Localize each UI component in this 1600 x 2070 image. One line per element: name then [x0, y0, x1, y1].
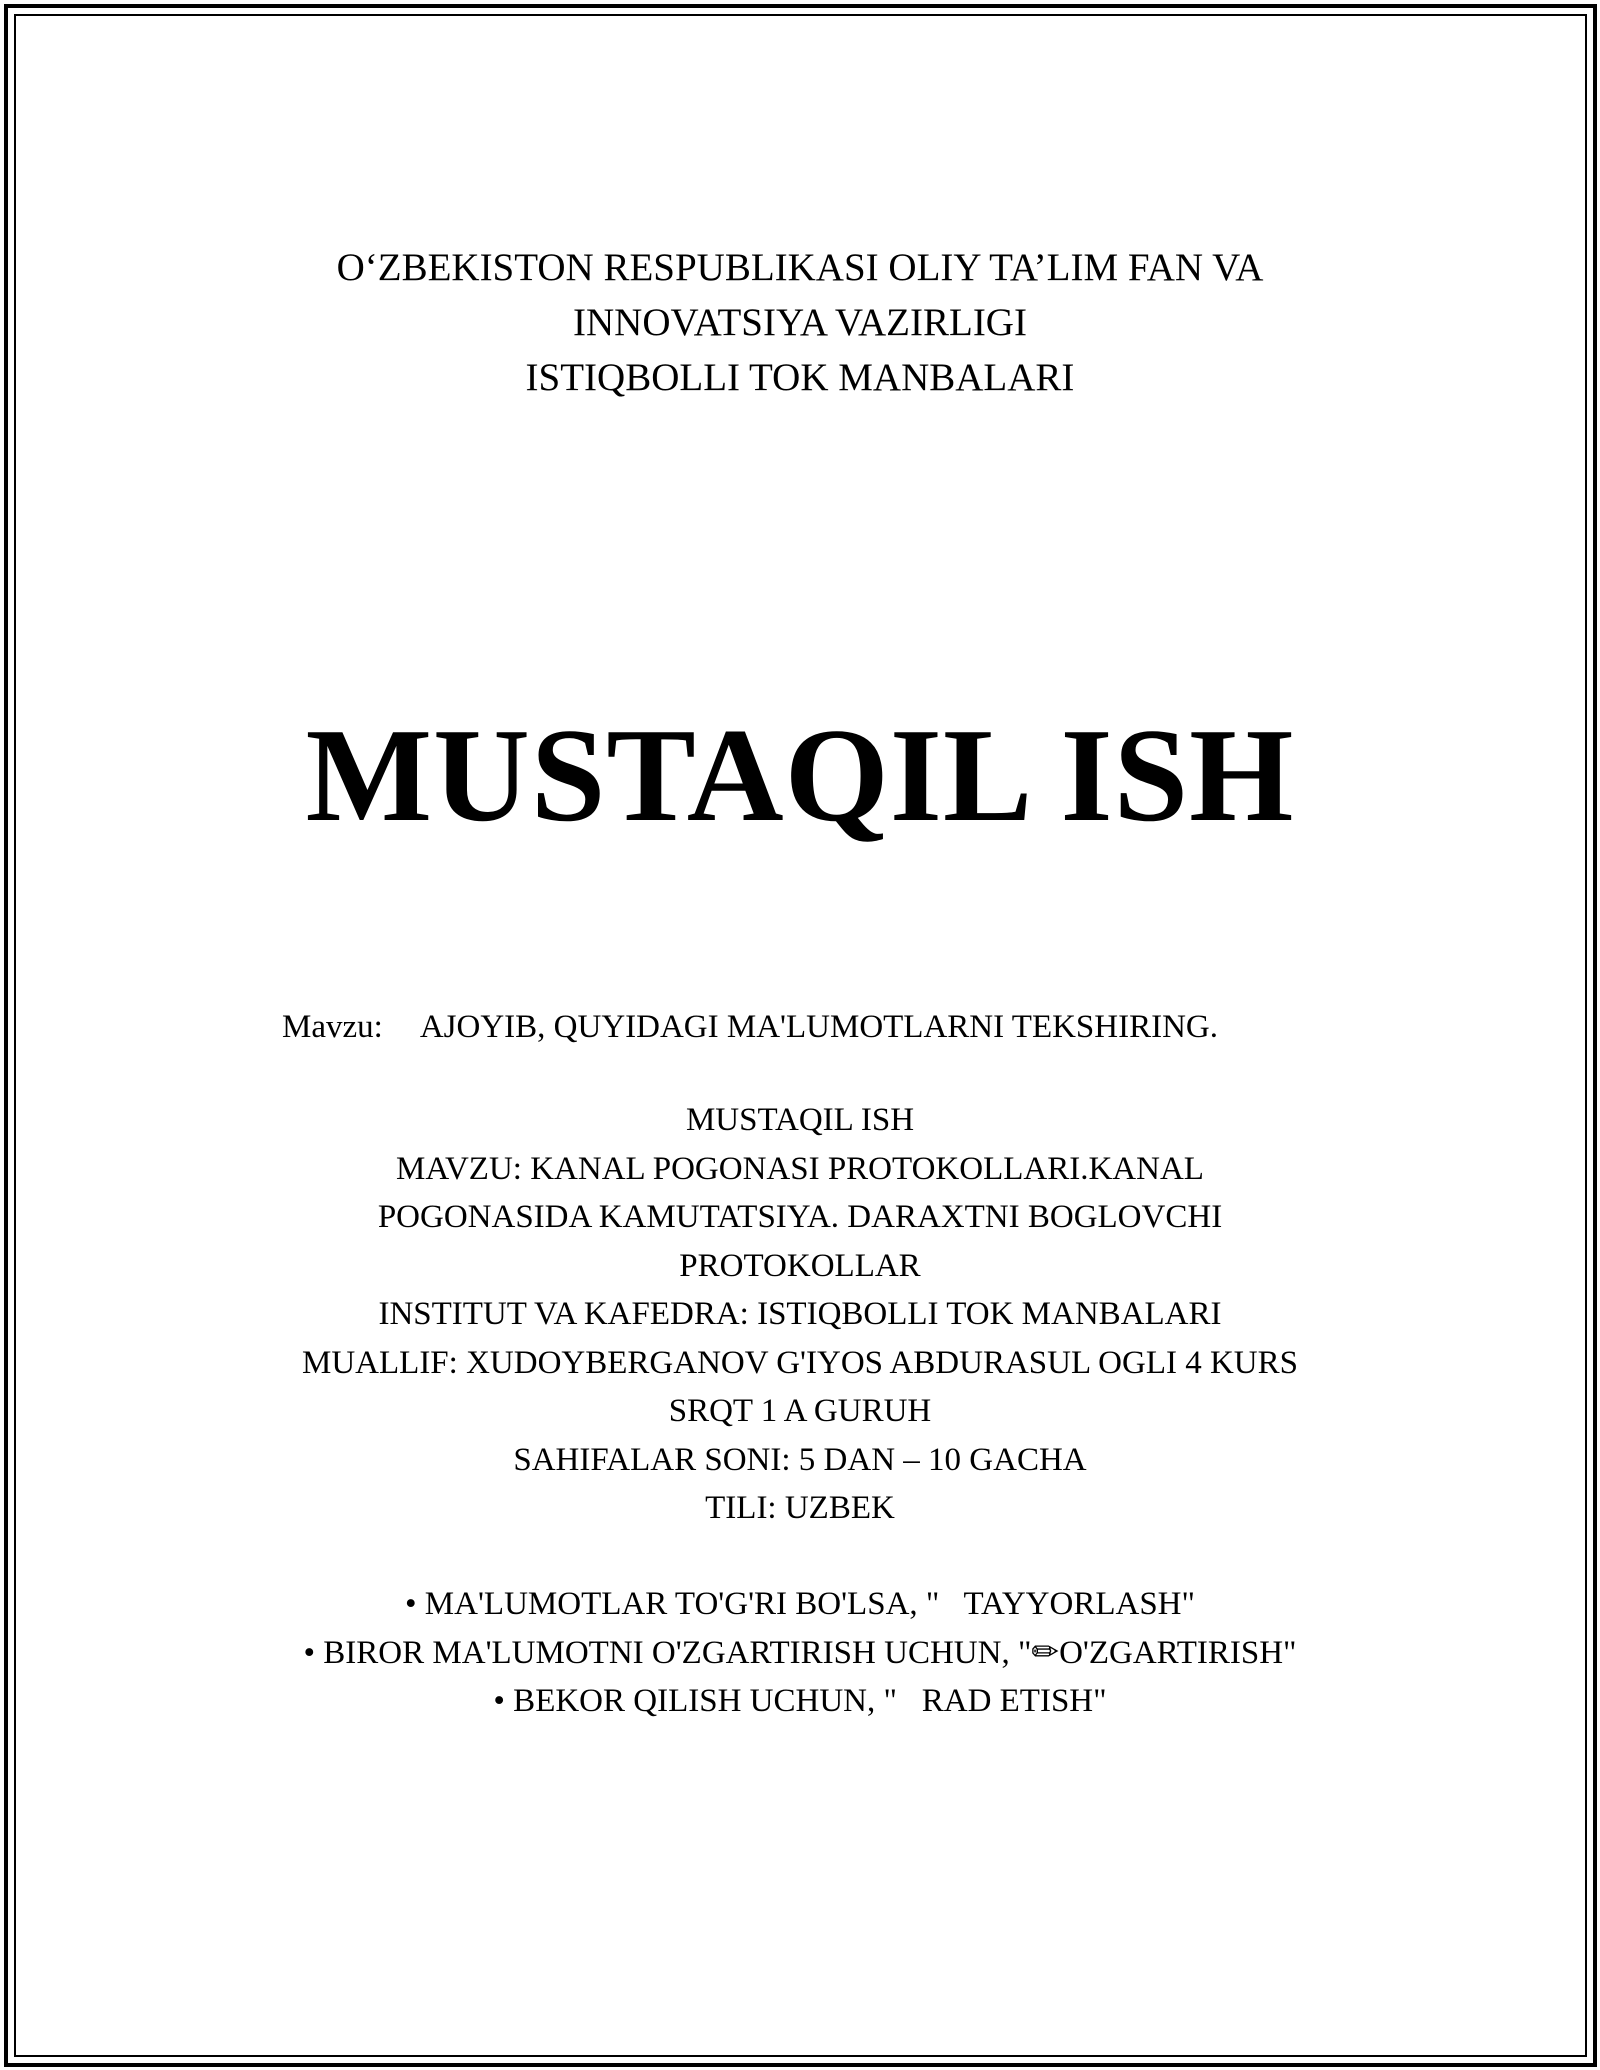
detail-line: MAVZU: KANAL POGONASI PROTOKOLLARI.KANAL: [396, 1150, 1204, 1187]
detail-line: SRQT 1 A GURUH: [668, 1393, 932, 1429]
detail-line: INSTITUT VA KAFEDRA: ISTIQBOLLI TOK MANBALARI: [378, 1296, 1222, 1332]
detail-line: MUALLIF: XUDOYBERGANOV G'IYOS ABDURASUL OGLI 4 KURS: [302, 1344, 1298, 1381]
header-line-3: ISTIQBOLLI TOK MANBALARI: [525, 356, 1075, 399]
detail-line: SAHIFALAR SONI: 5 DAN – 10 GACHA: [513, 1441, 1087, 1478]
header-line-1: O‘ZBEKISTON RESPUBLIKASI OLIY TA’LIM FAN VA: [336, 246, 1264, 289]
detail-line: PROTOKOLLAR: [679, 1247, 921, 1284]
header-line-2: INNOVATSIYA VAZIRLIGI: [573, 301, 1027, 344]
topic-label: Mavzu:: [282, 1009, 383, 1045]
topic-line: [282, 1003, 1218, 1051]
detail-line: TILI: UZBEK: [705, 1490, 895, 1526]
instruction-item: • MA'LUMOTLAR TO'G'RI BO'LSA, " TAYYORLASH": [405, 1586, 1195, 1622]
detail-line: MUSTAQIL ISH: [685, 1102, 915, 1138]
instruction-list: [0, 1580, 1600, 1726]
details-block: [0, 1096, 1600, 1533]
detail-line: POGONASIDA KAMUTATSIYA. DARAXTNI BOGLOVCHI: [377, 1199, 1223, 1235]
instruction-item: • BIROR MA'LUMOTNI O'ZGARTIRISH UCHUN, "✏O'ZGARTIRISH": [303, 1634, 1297, 1671]
institution-header: [0, 240, 1600, 405]
document-title: MUSTAQIL ISH: [305, 701, 1295, 849]
topic-value: AJOYIB, QUYIDAGI MA'LUMOTLARNI TEKSHIRING.: [419, 1009, 1219, 1045]
instruction-item: • BEKOR QILISH UCHUN, " RAD ETISH": [493, 1683, 1107, 1719]
